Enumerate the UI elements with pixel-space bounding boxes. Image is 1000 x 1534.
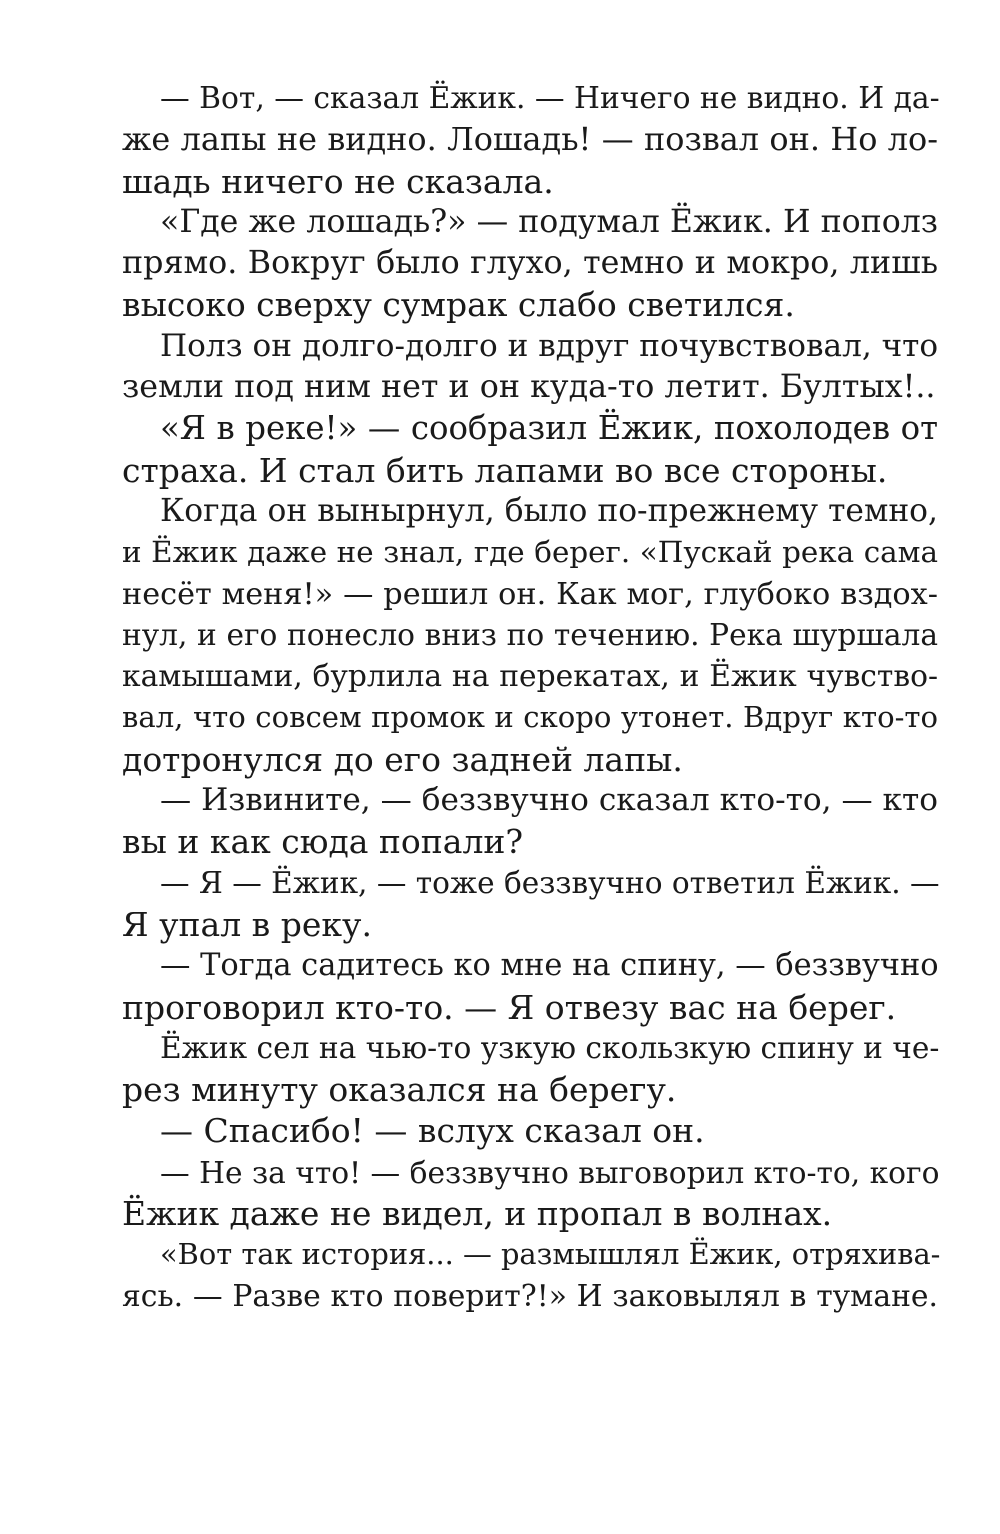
text-line: Полз он долго-долго и вдруг почувствовал, что bbox=[160, 327, 939, 364]
text-line: и Ёжик даже не знал, где берег. «Пускай река сама bbox=[122, 535, 938, 570]
text-line: несёт меня!» — решил он. Как мог, глубоко вздох- bbox=[122, 576, 938, 612]
text-line: Ёжик даже не видел, и пропал в волнах. bbox=[122, 1194, 833, 1234]
text-line: вал, что совсем промок и скоро утонет. Вдруг кто-то bbox=[122, 700, 938, 735]
text-line: «Вот так история... — размышлял Ёжик, отряхива- bbox=[160, 1237, 941, 1272]
text-line: — Не за что! — беззвучно выговорил кто-то, кого bbox=[160, 1154, 940, 1190]
text-line: — Вот, — сказал Ёжик. — Ничего не видно. И да- bbox=[160, 81, 940, 116]
text-line: — Я — Ёжик, — тоже беззвучно ответил Ёжик. — bbox=[160, 865, 940, 900]
text-line: Я упал в реку. bbox=[122, 904, 372, 944]
text-line: — Спасибо! — вслух сказал он. bbox=[160, 1111, 705, 1151]
text-line: земли под ним нет и он куда-то летит. Бултых!.. bbox=[122, 369, 936, 406]
text-line: — Извините, — беззвучно сказал кто-то, — кто bbox=[160, 782, 938, 819]
text-line: вы и как сюда попали? bbox=[122, 822, 524, 862]
text-line: нул, и его понесло вниз по течению. Река шуршала bbox=[122, 617, 938, 652]
text-line: высоко сверху сумрак слабо светился. bbox=[122, 285, 795, 325]
text-line: же лапы не видно. Лошадь! — позвал он. Но ло- bbox=[122, 120, 938, 159]
text-line: дотронулся до его задней лапы. bbox=[122, 739, 683, 779]
text-line: Когда он вынырнул, было по-прежнему темно, bbox=[160, 492, 938, 529]
text-line: прямо. Вокруг было глухо, темно и мокро, лишь bbox=[122, 245, 938, 282]
text-line: проговорил кто-то. — Я отвезу вас на берег. bbox=[122, 987, 897, 1027]
page-text bbox=[122, 78, 941, 1317]
text-line: шадь ничего не сказала. bbox=[122, 161, 554, 201]
text-line: ясь. — Разве кто поверит?!» И заковылял в тумане. bbox=[122, 1278, 938, 1314]
text-line: «Где же лошадь?» — подумал Ёжик. И пополз bbox=[160, 203, 938, 240]
text-line: камышами, бурлила на перекатах, и Ёжик чувство- bbox=[122, 659, 938, 695]
text-line: — Тогда садитесь ко мне на спину, — беззвучно bbox=[160, 948, 939, 984]
text-line: «Я в реке!» — сообразил Ёжик, похолодев от bbox=[160, 409, 938, 448]
text-line: страха. И стал бить лапами во все стороны. bbox=[122, 450, 888, 490]
text-line: Ёжик сел на чью-то узкую скользкую спину и че- bbox=[160, 1030, 940, 1065]
text-line: рез минуту оказался на берегу. bbox=[122, 1070, 677, 1110]
